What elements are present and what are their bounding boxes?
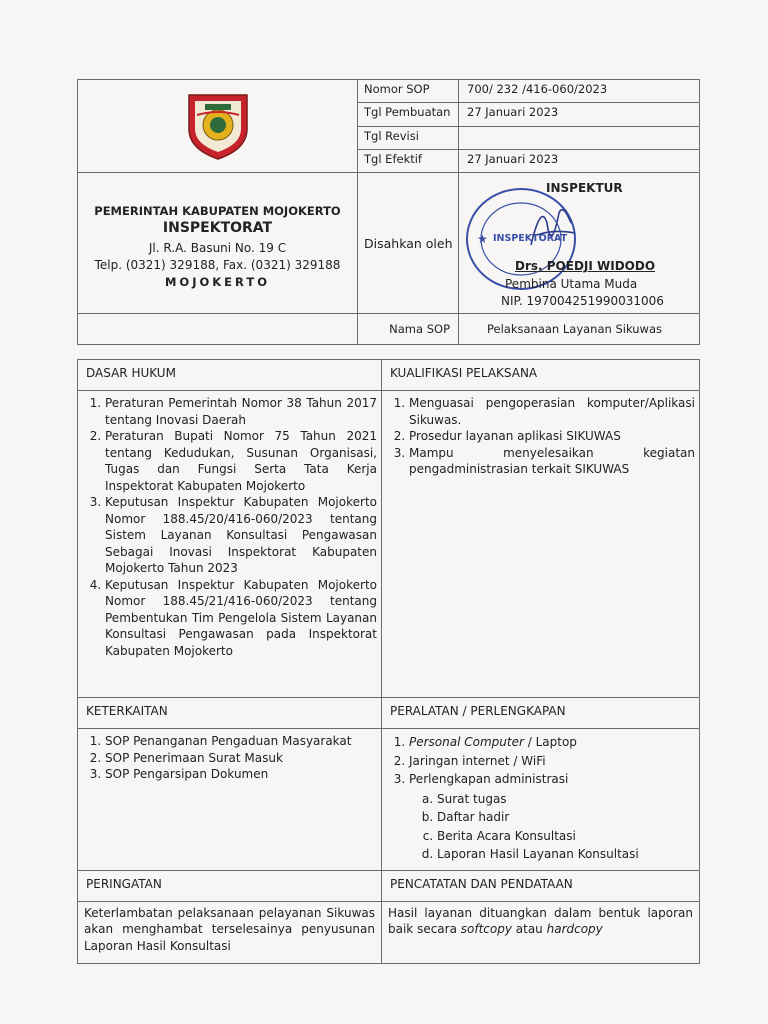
kualifikasi-cell xyxy=(382,391,700,698)
list-item: 2. Jaringan internet / WiFi xyxy=(409,752,695,771)
nama-sop-value: Pelaksanaan Layanan Sikuwas xyxy=(459,314,700,345)
item-rest: / Laptop xyxy=(523,735,577,749)
nomor-sop-value: 700/ 232 /416-060/2023 xyxy=(459,80,700,103)
org-agency-name: INSPEKTORAT xyxy=(162,219,273,236)
list-item: 1. Peraturan Pemerintah Nomor 38 Tahun 2017 tentang Inovasi Daerah xyxy=(105,395,377,428)
signer-nip: NIP. 197004251990031006 xyxy=(501,294,664,308)
keterkaitan-list xyxy=(78,733,377,783)
organization-block xyxy=(78,173,358,314)
tgl-pembuatan-label: Tgl Pembuatan xyxy=(358,103,459,126)
logo-cell xyxy=(78,80,358,173)
peringatan-text: Keterlambatan pelaksanaan pelayanan Sikuwas akan menghambat terselesainya penyusunan Laporan Hasil Konsultasi xyxy=(78,901,382,963)
nomor-sop-label: Nomor SOP xyxy=(358,80,459,103)
nama-sop-label: Nama SOP xyxy=(358,314,459,345)
tgl-revisi-label: Tgl Revisi xyxy=(358,126,459,149)
sop-detail-table xyxy=(77,359,700,964)
list-item: 1. SOP Penanganan Pengaduan Masyarakat xyxy=(105,733,377,750)
text-italic: hardcopy xyxy=(546,922,603,936)
kabupaten-mojokerto-logo-icon xyxy=(183,89,253,161)
list-item: d. Laporan Hasil Layanan Konsultasi xyxy=(437,845,695,864)
peralatan-list xyxy=(382,733,695,864)
org-phone-fax: Telp. (0321) 329188, Fax. (0321) 329188 xyxy=(94,257,341,272)
keterkaitan-cell xyxy=(78,729,382,871)
org-city: MOJOKERTO xyxy=(164,274,270,289)
item-italic: Personal Computer xyxy=(409,735,524,749)
tgl-efektif-label: Tgl Efektif xyxy=(358,149,459,172)
svg-text:★: ★ xyxy=(477,232,488,246)
list-item: 3. Keputusan Inspektur Kabupaten Mojokerto Nomor 188.45/20/416-060/2023 tentang Sistem Layanan Konsultasi Pengawasan Sebagai Inovasi Inspektorat Kabupaten Mojokerto Tahun 2023 xyxy=(105,494,377,577)
tgl-revisi-value xyxy=(459,126,700,149)
org-government-name: PEMERINTAH KABUPATEN MOJOKERTO xyxy=(94,203,341,218)
peralatan-heading: PERALATAN / PERLENGKAPAN xyxy=(382,698,700,729)
list-item: 4. Keputusan Inspektur Kabupaten Mojokerto Nomor 188.45/21/416-060/2023 tentang Pembentukan Tim Pengelola Sistem Layanan Konsultasi Pengawasan pada Inspektorat Kabupaten Mojokerto xyxy=(105,577,377,660)
sop-header-table xyxy=(77,79,700,345)
signer-rank: Pembina Utama Muda xyxy=(505,277,638,291)
list-item xyxy=(409,733,695,752)
dasar-hukum-heading: DASAR HUKUM xyxy=(78,360,382,391)
list-item: 1. Menguasai pengoperasian komputer/Aplikasi Sikuwas. xyxy=(409,395,695,428)
pencatatan-heading: PENCATATAN DAN PENDATAAN xyxy=(382,870,700,901)
dasar-hukum-cell xyxy=(78,391,382,698)
list-item: c. Berita Acara Konsultasi xyxy=(437,827,695,846)
kualifikasi-heading: KUALIFIKASI PELAKSANA xyxy=(382,360,700,391)
signer-title: INSPEKTUR xyxy=(546,181,623,195)
keterkaitan-heading: KETERKAITAN xyxy=(78,698,382,729)
text-part: Hasil layanan dituangkan dalam bentuk laporan baik secara xyxy=(388,905,693,936)
perlengkapan-sublist xyxy=(409,790,695,864)
list-item: 3. SOP Pengarsipan Dokumen xyxy=(105,766,377,783)
empty-cell xyxy=(78,314,358,345)
list-item: 2. SOP Penerimaan Surat Masuk xyxy=(105,750,377,767)
disahkan-label: Disahkan oleh xyxy=(358,173,459,314)
org-address: Jl. R.A. Basuni No. 19 C xyxy=(148,240,287,255)
list-item xyxy=(409,770,695,864)
list-item: a. Surat tugas xyxy=(437,790,695,809)
list-item: 2. Prosedur layanan aplikasi SIKUWAS xyxy=(409,428,695,445)
tgl-pembuatan-value: 27 Januari 2023 xyxy=(459,103,700,126)
pencatatan-text xyxy=(382,901,700,963)
signer-name: Drs. POEDJI WIDODO xyxy=(515,259,656,273)
text-italic: softcopy xyxy=(460,922,512,936)
peralatan-cell xyxy=(382,729,700,871)
peringatan-heading: PERINGATAN xyxy=(78,870,382,901)
stamp-text: INSPEKTORAT xyxy=(493,233,568,244)
list-item: 2. Peraturan Bupati Nomor 75 Tahun 2021 tentang Kedudukan, Susunan Organisasi, Tugas dan Fungsi Serta Tata Kerja Inspektorat Kabupaten Mojokerto xyxy=(105,428,377,494)
kualifikasi-list xyxy=(382,395,695,478)
list-item: b. Daftar hadir xyxy=(437,808,695,827)
text-part: atau xyxy=(511,922,547,936)
list-item: 3. Mampu menyelesaikan kegiatan pengadministrasian terkait SIKUWAS xyxy=(409,445,695,478)
item-text: Perlengkapan administrasi xyxy=(409,772,569,786)
dasar-hukum-list xyxy=(78,395,377,659)
signature-cell xyxy=(459,173,700,314)
tgl-efektif-value: 27 Januari 2023 xyxy=(459,149,700,172)
